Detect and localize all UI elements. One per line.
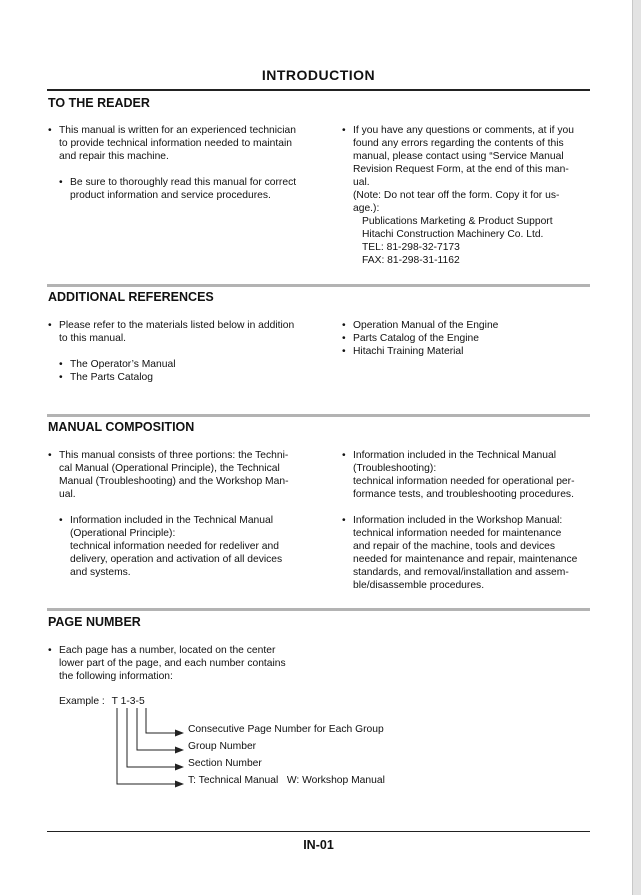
bullet-item: • If you have any questions or comments, at if you found any errors regarding the contents of this manual, please contact using “Service Manual Revision Request Form, at the end of this man- ual. [342,124,590,189]
bullet-item: • This manual consists of three portions: the Techni- cal Manual (Operational Principle), the Technical Manual (Troubleshooting) and the Workshop Man- ual. [48,449,308,501]
bullet-item: • Information included in the Workshop Manual: technical information needed for maintenance and repair of the machine, tools and devices needed for maintenance and repair, maintenance standards, and removal/installation and assem- ble/disassemble procedures. [342,514,590,592]
bullet-item: • Parts Catalog of the Engine [342,332,590,345]
example-label: Example : [59,696,105,707]
arrow-head [175,781,184,788]
page-title: INTRODUCTION [261,67,376,83]
arrow-head [175,747,184,754]
section-heading-to-the-reader: TO THE READER [48,96,150,110]
contact-block: Publications Marketing & Product Support Hitachi Construction Machinery Co. Ltd. TEL: 81-298-32-7173 FAX: 81-298-31-1162 [362,216,553,266]
arrow-head [175,764,184,771]
note-text: (Note: Do not tear off the form. Copy it for us- age.): [353,190,560,214]
connector-line [137,708,176,750]
bullet-item: • This manual is written for an experienced technician to provide technical information needed to maintain and repair this machine. [48,124,308,163]
section-heading-additional-references: ADDITIONAL REFERENCES [48,290,214,304]
bullet-item: • Please refer to the materials listed below in addition to this manual. [48,319,308,345]
legend-group-number: Group Number [188,741,257,752]
footer-page-number: IN-01 [303,838,334,852]
bullet-item: • Operation Manual of the Engine [342,319,590,332]
sub-bullet-item: • Information included in the Technical Manual (Operational Principle): technical information needed for redeliver and delivery, operation and activation of all devices and systems. [48,514,308,579]
legend-consecutive-page: Consecutive Page Number for Each Group [188,724,384,735]
arrow-head [175,730,184,737]
legend-manual-type: T: Technical Manual W: Workshop Manual [188,775,385,786]
sub-bullet-item: • The Operator’s Manual [48,358,308,371]
sub-bullet-item: • The Parts Catalog [48,371,308,384]
section-heading-manual-composition: MANUAL COMPOSITION [48,420,195,434]
bullet-item: • Each page has a number, located on the center lower part of the page, and each number contains the following information: [48,644,308,683]
bullet-item: • Information included in the Technical Manual (Troubleshooting): technical information needed for operational per- formance tests, and troubleshooting procedures. [342,449,590,501]
legend-section-number: Section Number [188,758,262,769]
connector-line [127,708,176,767]
footer-rule [47,831,590,832]
sub-bullet-item: • Be sure to thoroughly read this manual for correct product information and service procedures. [48,176,308,202]
bullet-item: • Hitachi Training Material [342,345,590,358]
example-code: T 1-3-5 [111,696,145,707]
connector-line [146,708,176,733]
section-heading-page-number: PAGE NUMBER [48,615,141,629]
